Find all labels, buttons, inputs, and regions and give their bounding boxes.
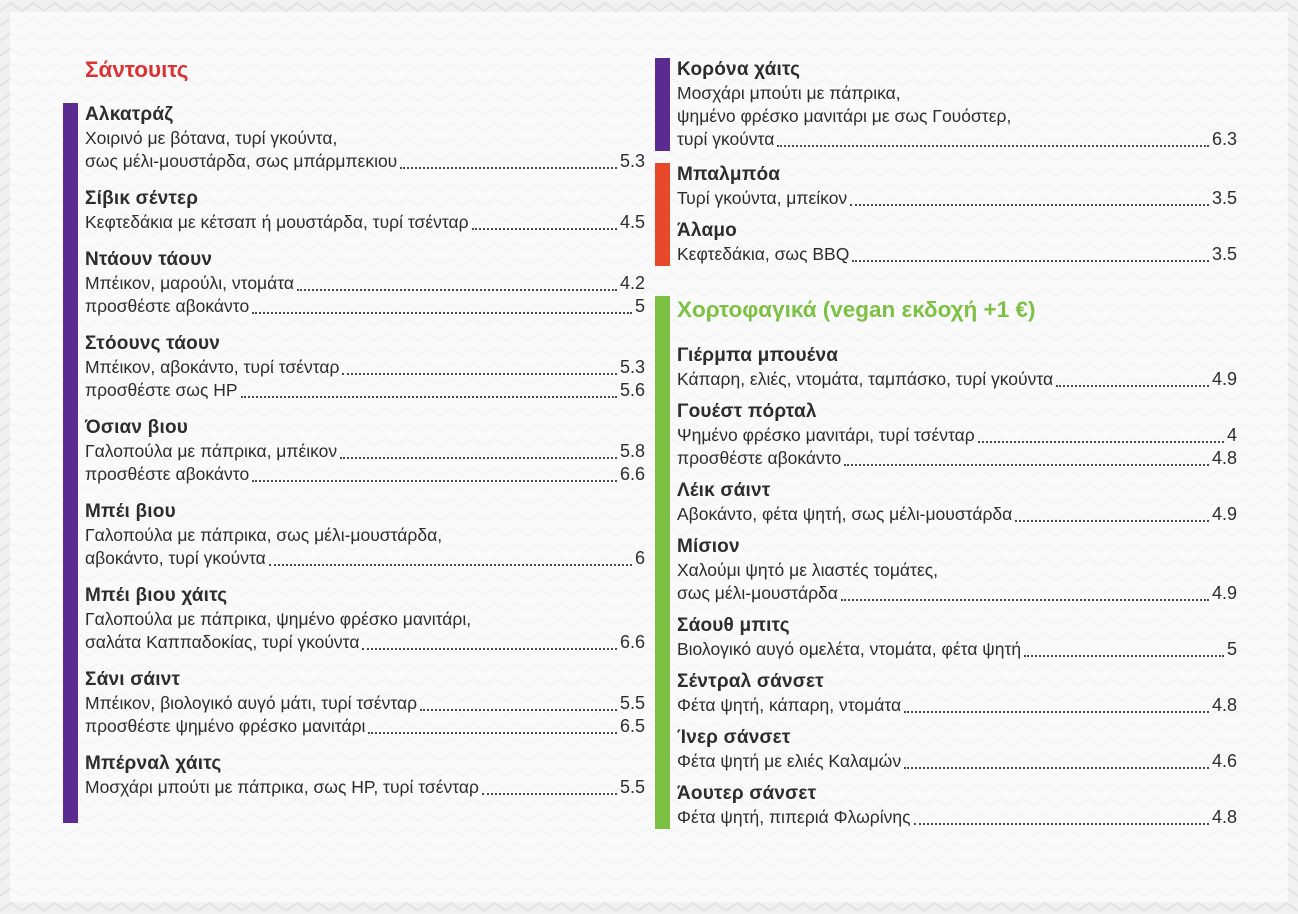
green-accent-bar (655, 296, 670, 829)
dotted-leader (252, 312, 632, 314)
menu-item-line (85, 608, 645, 631)
menu-item-price: 5.6 (619, 380, 645, 400)
menu-item-name: Γουέστ πόρταλ (677, 401, 817, 422)
menu-item-name: Όσιαν βιου (85, 417, 189, 438)
menu-item-line (677, 187, 1237, 210)
dotted-leader (914, 823, 1209, 825)
menu-item-line (85, 440, 645, 463)
menu-item-price: 4 (1226, 425, 1237, 445)
menu-item-name: Μπέι βιου χάιτς (85, 585, 228, 606)
menu-item-name: Κορόνα χάιτς (677, 59, 801, 80)
menu-item-description: Τυρί γκούντα, μπείκον (677, 188, 848, 208)
menu-item-name: Άουτερ σάνσετ (677, 783, 817, 804)
dotted-leader (852, 260, 1209, 262)
menu-section-green (655, 296, 1237, 829)
menu-item-line (677, 128, 1237, 151)
menu-section-purple (655, 58, 1237, 151)
menu-item (677, 614, 1237, 661)
menu-item-line (677, 559, 1237, 582)
menu-item-description: τυρί γκούντα (677, 129, 775, 149)
section-heading-vegetarian: Χορτοφαγικά (vegan εκδοχή +1 €) (677, 297, 1036, 322)
menu-item-line (85, 524, 645, 547)
menu-item-price: 4.9 (1211, 369, 1237, 389)
dotted-leader (844, 464, 1209, 466)
menu-item-description: Βιολογικό αυγό ομελέτα, ντομάτα, φέτα ψητή (677, 639, 1022, 659)
menu-item-line (85, 356, 645, 379)
menu-item-name: Γιέρμπα μπουένα (677, 345, 839, 366)
menu-item-price: 5.5 (619, 693, 645, 713)
dotted-leader (400, 167, 617, 169)
menu-item-price: 6 (634, 548, 645, 568)
menu-item (85, 332, 645, 402)
menu-section-items (670, 163, 1237, 266)
menu-item-line (677, 105, 1237, 128)
menu-item-description: προσθέστε σως HP (85, 380, 238, 400)
menu-item-line (85, 127, 645, 150)
menu-item-line (85, 211, 645, 234)
menu-item-description: Μπέικον, βιολογικό αυγό μάτι, τυρί τσένταρ (85, 693, 418, 713)
menu-item-name: Μπαλμπόα (677, 164, 781, 185)
dotted-leader (269, 564, 632, 566)
menu-item (85, 752, 645, 799)
dotted-leader (297, 289, 617, 291)
menu-item-price: 3.5 (1211, 188, 1237, 208)
dotted-leader (342, 373, 617, 375)
dotted-leader (850, 204, 1209, 206)
menu-item-price: 4.2 (619, 273, 645, 293)
menu-item-description: ψημένο φρέσκο μανιτάρι με σως Γουόστερ, (677, 106, 1012, 126)
menu-item-line (85, 547, 645, 570)
menu-item-line (677, 582, 1237, 605)
menu-item-description: προσθέστε αβοκάντο (677, 448, 842, 468)
menu-item-line (677, 694, 1237, 717)
dotted-leader (241, 396, 617, 398)
menu-item-price: 5 (634, 296, 645, 316)
dotted-leader (482, 793, 617, 795)
menu-item-line (677, 424, 1237, 447)
menu-item-description: Φέτα ψητή με ελιές Καλαμών (677, 751, 902, 771)
dotted-leader (1015, 520, 1209, 522)
menu-item-price: 5.5 (619, 777, 645, 797)
menu-item-name: Μίσιον (677, 536, 740, 557)
menu-item-line (85, 379, 645, 402)
purple-accent-bar (63, 103, 78, 823)
dotted-leader (420, 709, 617, 711)
menu-item-line (85, 295, 645, 318)
menu-item-description: Μοσχάρι μπούτι με πάπρικα, (677, 83, 901, 103)
menu-item-description: Κάπαρη, ελιές, ντομάτα, ταμπάσκο, τυρί γκούντα (677, 369, 1054, 389)
dotted-leader (904, 711, 1209, 713)
menu-item-description: σως μέλι-μουστάρδα, σως μπάρμπεκιου (85, 151, 398, 171)
dotted-leader (340, 457, 617, 459)
menu-item (677, 344, 1237, 391)
menu-item (85, 500, 645, 570)
menu-item-name: Μπέι βιου (85, 501, 176, 522)
menu-item-name: Στόουνς τάουν (85, 333, 221, 354)
menu-item-description: Φέτα ψητή, πιπεριά Φλωρίνης (677, 807, 911, 827)
menu-item-price: 4.5 (619, 212, 645, 232)
menu-item-description: προσθέστε ψημένο φρέσκο μανιτάρι (85, 716, 366, 736)
menu-item-description: σως μέλι-μουστάρδα (677, 583, 838, 603)
dotted-leader (904, 767, 1209, 769)
menu-item (677, 163, 1237, 210)
menu-item-price: 5 (1226, 639, 1237, 659)
menu-item-description: Κεφτεδάκια, σως BBQ (677, 244, 850, 264)
menu-item (677, 670, 1237, 717)
menu-item-description: Γαλοπούλα με πάπρικα, ψημένο φρέσκο μανιτάρι, (85, 609, 472, 629)
menu-item-line (85, 272, 645, 295)
menu-item (85, 103, 645, 173)
menu-item (677, 58, 1237, 151)
menu-item-name: Ντάουν τάουν (85, 249, 213, 270)
menu-item-description: Αβοκάντο, φέτα ψητή, σως μέλι-μουστάρδα (677, 504, 1013, 524)
menu-item-name: Αλκατράζ (85, 104, 174, 125)
dotted-leader (368, 732, 617, 734)
menu-item-description: Κεφτεδάκια με κέτσαπ ή μουστάρδα, τυρί τσένταρ (85, 212, 469, 232)
dotted-leader (978, 441, 1224, 443)
sandwiches-column (63, 56, 645, 823)
sandwiches-item-list (78, 103, 645, 823)
menu-item-price: 6.5 (619, 716, 645, 736)
menu-item-description: Φέτα ψητή, κάπαρη, ντομάτα (677, 695, 902, 715)
menu-item-line (677, 806, 1237, 829)
menu-item (85, 187, 645, 234)
menu-section-items (670, 296, 1237, 829)
menu-item-name: Σέντραλ σάνσετ (677, 671, 824, 692)
menu-item (677, 726, 1237, 773)
purple-accent-bar (655, 58, 670, 151)
menu-item-description: Χαλούμι ψητό με λιαστές τομάτες, (677, 560, 939, 580)
menu-item-price: 6.3 (1211, 129, 1237, 149)
menu-item-price: 3.5 (1211, 244, 1237, 264)
menu-item-name: Σάνι σάιντ (85, 669, 181, 690)
menu-item-price: 4.8 (1211, 448, 1237, 468)
menu-item-line (85, 463, 645, 486)
menu-item-price: 4.9 (1211, 504, 1237, 524)
menu-item-price: 5.8 (619, 441, 645, 461)
menu-item-line (85, 776, 645, 799)
section-heading-sandwiches: Σάντουιτς (85, 57, 189, 82)
dotted-leader (1024, 655, 1224, 657)
menu-item-name: Σάουθ μπιτς (677, 615, 790, 636)
sandwiches-group (63, 103, 645, 823)
menu-item-price: 4.8 (1211, 695, 1237, 715)
menu-item-line (677, 638, 1237, 661)
menu-item-description: αβοκάντο, τυρί γκούντα (85, 548, 266, 568)
menu-item-description: Γαλοπούλα με πάπρικα, μπέικον (85, 441, 338, 461)
menu-item-name: Μπέρναλ χάιτς (85, 753, 222, 774)
menu-item-line (677, 368, 1237, 391)
menu-item-line (677, 82, 1237, 105)
menu-item-line (85, 631, 645, 654)
menu-item-description: Μπέικον, αβοκάντο, τυρί τσένταρ (85, 357, 340, 377)
right-column (655, 58, 1237, 829)
menu-item-price: 4.8 (1211, 807, 1237, 827)
dotted-leader (252, 480, 617, 482)
menu-item-description: προσθέστε αβοκάντο (85, 464, 250, 484)
menu-item-description: Μπέικον, μαρούλι, ντομάτα (85, 273, 295, 293)
menu-item (85, 668, 645, 738)
menu-item (677, 400, 1237, 470)
orange-accent-bar (655, 163, 670, 266)
menu-item-line (85, 715, 645, 738)
menu-item-description: σαλάτα Καππαδοκίας, τυρί γκούντα (85, 632, 360, 652)
menu-item-name: Λέικ σάιντ (677, 480, 771, 501)
menu-item-description: Μοσχάρι μπούτι με πάπρικα, σως HP, τυρί τσένταρ (85, 777, 479, 797)
menu-item-line (85, 692, 645, 715)
menu-item (85, 584, 645, 654)
menu-item-line (677, 243, 1237, 266)
dotted-leader (777, 145, 1209, 147)
menu-item (677, 782, 1237, 829)
menu-item (85, 416, 645, 486)
menu-item-price: 6.6 (619, 632, 645, 652)
menu-section-items (670, 58, 1237, 151)
dotted-leader (472, 228, 617, 230)
menu-item-description: Ψημένο φρέσκο μανιτάρι, τυρί τσένταρ (677, 425, 975, 445)
menu-item-price: 6.6 (619, 464, 645, 484)
menu-item (677, 535, 1237, 605)
menu-item (85, 248, 645, 318)
menu-section-orange (655, 163, 1237, 266)
dotted-leader (362, 648, 617, 650)
menu-item-line (85, 150, 645, 173)
menu-item-name: Άλαμο (677, 220, 737, 241)
menu-item-description: Γαλοπούλα με πάπρικα, σως μέλι-μουστάρδα, (85, 525, 443, 545)
menu-item-name: Ίνερ σάνσετ (677, 727, 791, 748)
dotted-leader (841, 599, 1209, 601)
menu-item-price: 5.3 (619, 151, 645, 171)
menu-item-line (677, 503, 1237, 526)
menu-item-name: Σίβικ σέντερ (85, 188, 199, 209)
menu-item-price: 4.9 (1211, 583, 1237, 603)
menu-item-line (677, 447, 1237, 470)
dotted-leader (1056, 385, 1209, 387)
menu-item (677, 479, 1237, 526)
menu-item-description: Χοιρινό με βότανα, τυρί γκούντα, (85, 128, 338, 148)
menu-item-description: προσθέστε αβοκάντο (85, 296, 250, 316)
menu-item (677, 219, 1237, 266)
menu-item-line (677, 750, 1237, 773)
menu-item-price: 5.3 (619, 357, 645, 377)
menu-item-price: 4.6 (1211, 751, 1237, 771)
